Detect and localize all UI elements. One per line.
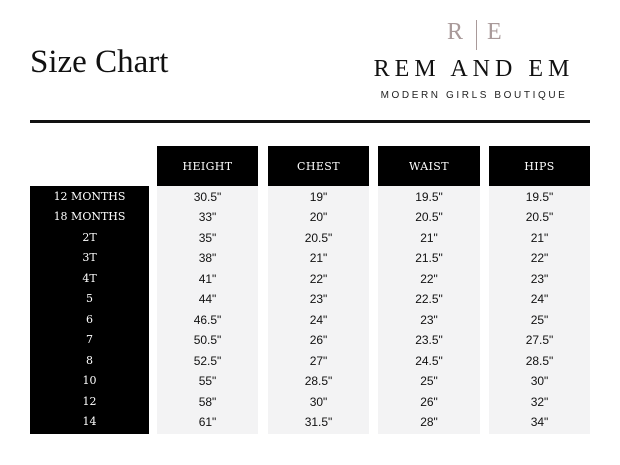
- table-cell: 61": [198, 415, 217, 429]
- table-cell: 21": [530, 231, 549, 245]
- table-cell: 24": [309, 313, 328, 327]
- column-header-hips: HIPS: [489, 146, 590, 186]
- table-cell: 30.5": [193, 190, 222, 204]
- header-divider: [30, 120, 590, 123]
- table-cell: 33": [198, 210, 217, 224]
- table-cell: 28.5": [304, 374, 333, 388]
- table-cell: 28.5": [525, 354, 554, 368]
- table-cell: 25": [420, 374, 438, 388]
- size-label: 10: [82, 374, 97, 387]
- table-cell: 32": [530, 395, 549, 409]
- size-label: 12 MONTHS: [53, 190, 126, 203]
- table-cell: 34": [530, 415, 549, 429]
- page-title: Size Chart: [30, 44, 169, 80]
- table-cell: 23.5": [415, 333, 443, 347]
- brand-tagline: MODERN GIRLS BOUTIQUE: [380, 90, 568, 101]
- table-cell: 26": [309, 333, 328, 347]
- table-cell: 22.5": [415, 292, 443, 306]
- table-cell: 46.5": [193, 313, 222, 327]
- table-cell: 19.5": [525, 190, 554, 204]
- table-cell: 21.5": [415, 251, 443, 265]
- table-cell: 38": [198, 251, 217, 265]
- logo-monogram: [443, 16, 509, 52]
- table-cell: 21": [420, 231, 438, 245]
- logo-divider: [476, 20, 477, 50]
- size-label: 18 MONTHS: [53, 210, 126, 223]
- table-cell: 19.5": [415, 190, 443, 204]
- column-header-chest: CHEST: [268, 146, 369, 186]
- table-cell: 58": [198, 395, 217, 409]
- table-cell: 30": [530, 374, 549, 388]
- table-cell: 25": [530, 313, 549, 327]
- table-cell: 44": [198, 292, 217, 306]
- table-cell: 24.5": [415, 354, 443, 368]
- table-cell: 30": [309, 395, 328, 409]
- table-cell: 23": [309, 292, 328, 306]
- table-cell: 20.5": [415, 210, 443, 224]
- size-label: 14: [82, 415, 97, 428]
- table-cell: 20": [309, 210, 328, 224]
- hips-column: [489, 186, 590, 434]
- table-cell: 28": [420, 415, 438, 429]
- table-cell: 19": [309, 190, 328, 204]
- size-label: 2T: [82, 231, 97, 244]
- waist-column: [378, 186, 480, 434]
- chest-column: [268, 186, 369, 434]
- table-cell: 26": [420, 395, 438, 409]
- table-cell: 20.5": [304, 231, 333, 245]
- table-cell: 22": [309, 272, 328, 286]
- table-cell: 24": [530, 292, 549, 306]
- column-header-waist: WAIST: [378, 146, 480, 186]
- table-cell: 31.5": [304, 415, 333, 429]
- table-cell: 27.5": [525, 333, 554, 347]
- size-label: 8: [86, 354, 93, 367]
- logo-letter-e: E: [487, 19, 502, 45]
- table-cell: 23": [420, 313, 438, 327]
- column-header-height: HEIGHT: [157, 146, 258, 186]
- table-cell: 35": [198, 231, 217, 245]
- table-cell: 52.5": [193, 354, 222, 368]
- table-cell: 21": [309, 251, 328, 265]
- table-cell: 50.5": [193, 333, 222, 347]
- table-cell: 55": [198, 374, 217, 388]
- size-label: 7: [86, 333, 93, 346]
- table-cell: 22": [420, 272, 438, 286]
- logo-letter-r: R: [447, 19, 464, 45]
- table-cell: 41": [198, 272, 217, 286]
- size-label: 5: [86, 292, 93, 305]
- table-cell: 22": [530, 251, 549, 265]
- size-labels-column: [30, 186, 149, 434]
- size-label: 6: [86, 313, 93, 326]
- brand-name: REM AND EM: [373, 56, 575, 82]
- table-cell: 27": [309, 354, 328, 368]
- height-column: [157, 186, 258, 434]
- table-cell: 20.5": [525, 210, 554, 224]
- size-label: 3T: [82, 251, 97, 264]
- table-cell: 23": [530, 272, 549, 286]
- size-label: 4T: [82, 272, 97, 285]
- size-label: 12: [82, 395, 97, 408]
